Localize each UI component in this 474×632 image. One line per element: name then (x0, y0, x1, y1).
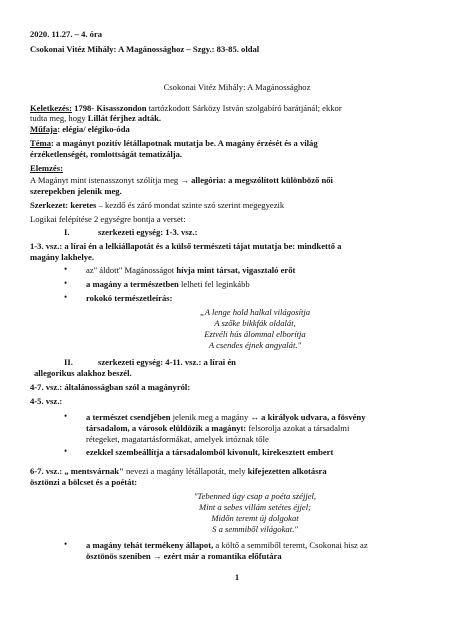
mufaja-label: Műfaja (30, 124, 58, 134)
poem1-line: „A lenge hold halkal világosítja (199, 307, 311, 317)
tema-line1: Téma: a magányt pozitív létállapotnak mutatja be. A magány érzését és a világ (30, 138, 318, 148)
poem2-line: "Tebenned úgy csap a poéta széjjel, (193, 491, 317, 501)
elemzes-label: Elemzés: (30, 163, 63, 173)
section2-l47: 4-7. vsz.: általánosságban szól a magányról: (30, 382, 191, 392)
section1-bullet2: a magány a természetben lelheti fel leginkább (86, 279, 250, 289)
section2-l45: 4-5. vsz.: (30, 396, 63, 406)
poem2-line: S a semmiből világokat." (212, 524, 298, 534)
section1-bullet3: rokokó természetleírás: (86, 293, 173, 303)
elemzes-line1: A Magányt mint istenasszonyt szólítja meg → allegória: a megszólított különböző női (30, 175, 333, 185)
bullet-dot: • (64, 411, 68, 421)
tema-label: Téma (30, 138, 52, 148)
logikai-line: Logikai felépítése 2 egységre bontja a verset: (30, 214, 186, 224)
section2-number: II. (64, 357, 73, 367)
section2-l67-line1: 6-7. vsz.: „ mentsvárnak" nevezi a magány létállapotát, mely kifejezetten alkotásra (30, 466, 327, 476)
keletkezes-line1: Keletkezés: 1798- Kisasszondon tartózkodott Sárközy István szolgabíró barátjánál; ekkor (30, 103, 342, 113)
section1-title: szerkezeti egység: 1-3. vsz.: (98, 227, 198, 237)
section2-title2: allegorikus alakhoz beszél. (34, 368, 132, 378)
section1-number: I. (64, 227, 70, 237)
bullet-dot: • (64, 278, 68, 288)
section2-title: szerkezeti egység: 4-11. vsz.: a lírai én (98, 357, 236, 367)
poem1-line: Eztvéli hús álommal elborítja (204, 329, 306, 339)
section1-bullet1: az" áldott" Magánosságot hívja mint társat, vigasztaló erőt (86, 265, 296, 275)
final-line2: ösztönös szeniben → ezért már a romantika előfutára (86, 551, 282, 561)
bullet-dot: • (64, 446, 68, 456)
bullet-dot: • (64, 292, 68, 302)
section2-bullet1-line3: rétegeket, magatartásformákat, amelyek irtóznak tőle (86, 434, 269, 444)
section2-l67-line2: ösztönzi a bölcset és a poétát: (30, 477, 138, 487)
elemzes-line2: szerepekben jelenik meg. (30, 186, 122, 196)
poem2-line: Midőn teremt új dolgokat (211, 513, 299, 523)
tema-line2: érzéketlenségét, romlottságát tematizálja. (30, 149, 183, 159)
date-line: 2020. 11.27. – 4. óra (30, 29, 103, 39)
poem1-line: A csendes éjnek angyalát." (208, 340, 302, 350)
keletkezes-label: Keletkezés: (30, 103, 72, 113)
center-title: Csokonai Vitéz Mihály: A Magánossághoz (163, 82, 311, 92)
bullet-dot: • (64, 264, 68, 274)
mufaja-line: Műfaja: elégia/ elégiko-óda (30, 124, 130, 134)
page-number: 1 (234, 572, 240, 582)
title-line: Csokonai Vitéz Mihály: A Magánossághoz – Szgy.: 83-85. oldal (30, 44, 260, 54)
section2-bullet1-line2: társadalom, a városok elüldözik a magányt: felsorolja azokat a társadalmi (86, 423, 350, 433)
section2-bullet2: ezekkel szembeállítja a társadalomból kivonult, kirekesztett embert (86, 447, 334, 457)
final-line1: a magány tehát termékeny állapot, a költő a semmiből teremt, Csokonai hisz az (86, 540, 368, 550)
section2-bullet1-line1: a természet csendjében jelenik meg a magány ↔ a királyok udvara, a fösvény (86, 412, 366, 422)
szerkezet-line: Szerkezet: keretes – kezdő és záró mondat szinte szó szerint megegyezik (30, 200, 285, 210)
poem2-line: Mint a sebes villám setétes éjjel; (199, 502, 311, 512)
poem1-line: A szőke bikkfák oldalát, (214, 318, 296, 328)
bullet-dot: • (64, 539, 68, 549)
section1-line2: magány lakhelye. (30, 252, 94, 262)
section1-line1: 1-3. vsz.: a lírai én a lelkiállapotát és a külső természeti tájat mutatja be: mindkettő a (30, 241, 342, 251)
keletkezes-line2: tudta meg, hogy Lillát férjhez adták. (30, 113, 162, 123)
